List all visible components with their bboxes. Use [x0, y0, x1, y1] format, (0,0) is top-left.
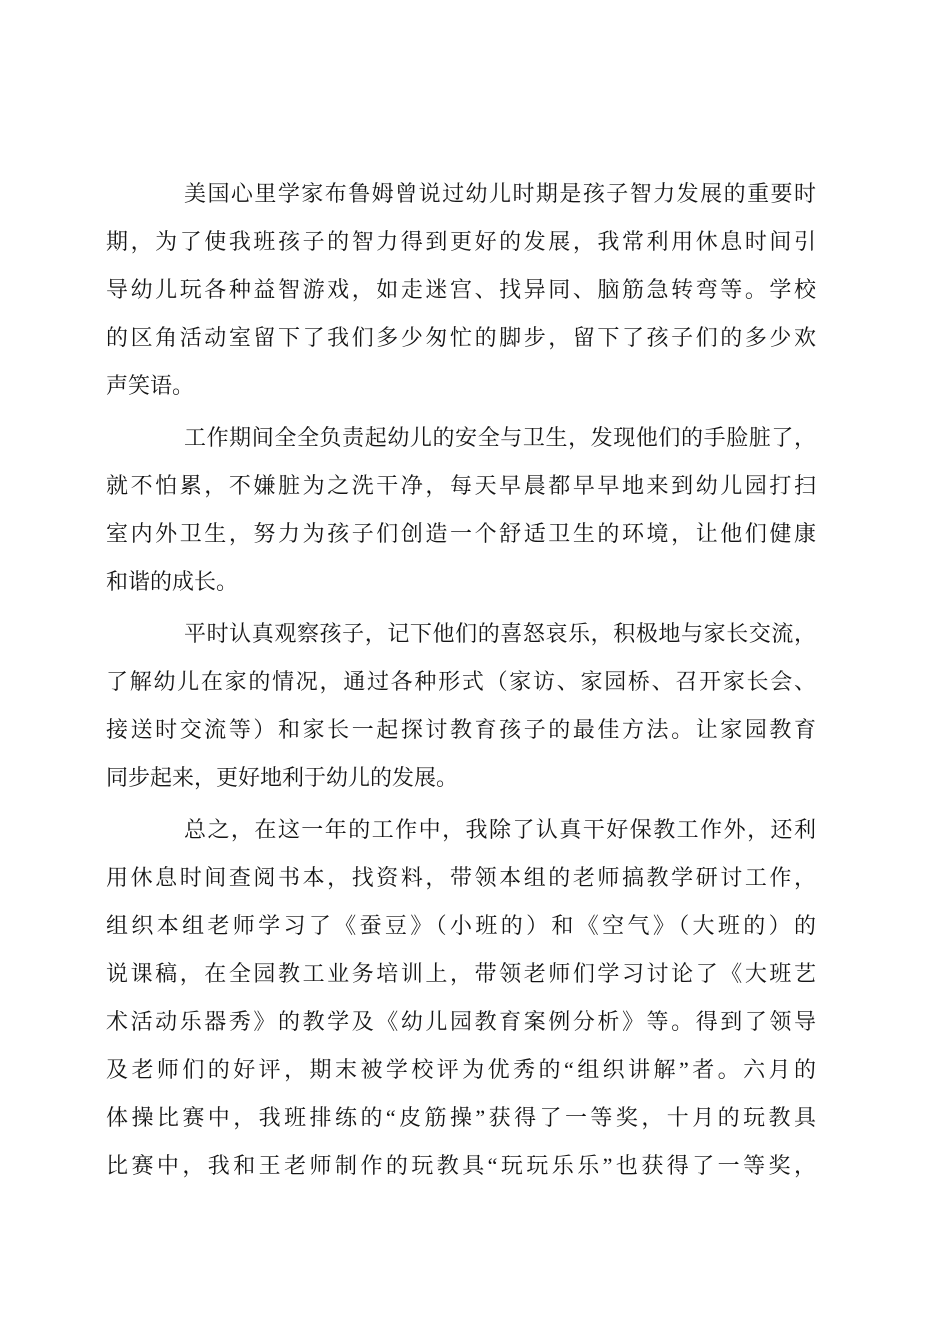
text-line: 同步起来，更好地利于幼儿的发展。: [106, 765, 459, 790]
paragraph: [106, 414, 816, 606]
paragraph: [106, 170, 816, 410]
text-line: 说课稿，在全园教工业务培训上，带领老师们学习讨论了《大班艺: [106, 961, 816, 986]
text-line: 室内外卫生，努力为孩子们创造一个舒适卫生的环境，让他们健康: [106, 521, 816, 546]
text-line: 组织本组老师学习了《蚕豆》（小班的）和《空气》（大班的）的: [106, 913, 816, 938]
text-line: 术活动乐器秀》的教学及《幼儿园教育案例分析》等。得到了领导: [106, 1009, 816, 1034]
text-line: 平时认真观察孩子，记下他们的喜怒哀乐，积极地与家长交流，: [184, 621, 816, 646]
text-line: 和谐的成长。: [106, 569, 239, 594]
text-line: 美国心里学家布鲁姆曾说过幼儿时期是孩子智力发展的重要时: [184, 181, 816, 206]
text-block: [106, 170, 816, 1194]
text-line: 期，为了使我班孩子的智力得到更好的发展，我常利用休息时间引: [106, 229, 816, 254]
paragraph: [106, 806, 816, 1190]
text-line: 比赛中，我和王老师制作的玩教具“玩玩乐乐”也获得了一等奖，: [106, 1153, 816, 1178]
text-line: 接送时交流等）和家长一起探讨教育孩子的最佳方法。让家园教育: [106, 717, 816, 742]
text-line: 的区角活动室留下了我们多少匆忙的脚步，留下了孩子们的多少欢: [106, 325, 816, 350]
text-line: 就不怕累，不嫌脏为之洗干净，每天早晨都早早地来到幼儿园打扫: [106, 473, 816, 498]
text-line: 用休息时间查阅书本，找资料，带领本组的老师搞教学研讨工作，: [106, 865, 816, 890]
text-line: 声笑语。: [106, 373, 195, 398]
paragraph: [106, 610, 816, 802]
text-line: 及老师们的好评，期末被学校评为优秀的“组织讲解”者。六月的: [106, 1057, 816, 1082]
text-line: 了解幼儿在家的情况，通过各种形式（家访、家园桥、召开家长会、: [106, 669, 816, 694]
text-line: 体操比赛中，我班排练的“皮筋操”获得了一等奖，十月的玩教具: [106, 1105, 816, 1130]
text-line: 总之，在这一年的工作中，我除了认真干好保教工作外，还利: [184, 817, 816, 842]
text-line: 导幼儿玩各种益智游戏，如走迷宫、找异同、脑筋急转弯等。学校: [106, 277, 816, 302]
text-line: 工作期间全全负责起幼儿的安全与卫生，发现他们的手脸脏了，: [184, 425, 816, 450]
